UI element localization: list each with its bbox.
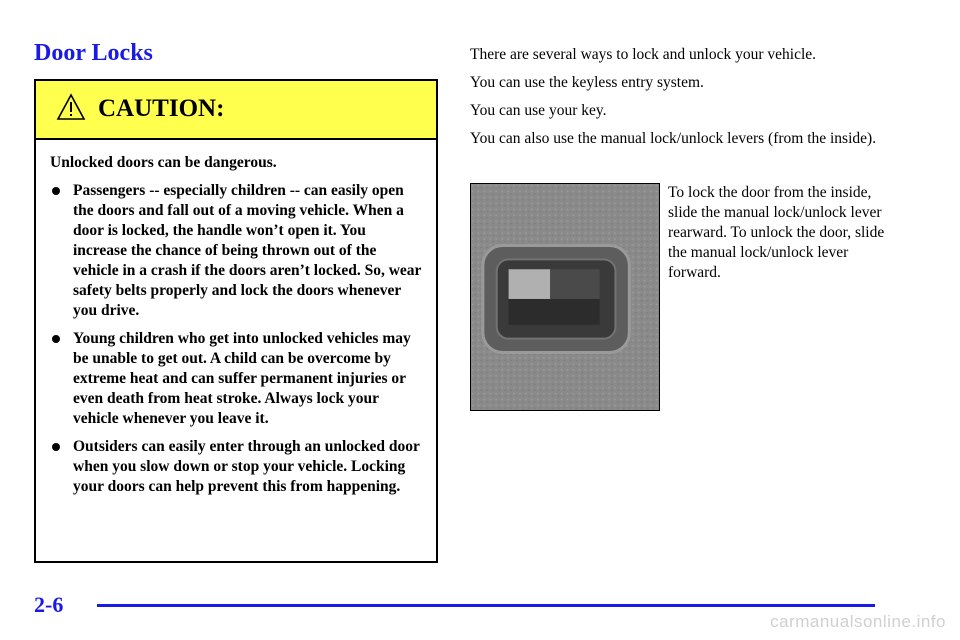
caution-bullet [50,329,422,429]
body-text [470,45,890,157]
door-lock-lever-photo [470,183,660,411]
caution-bullet-text: Outsiders can easily enter through an unlocked door when you slow down or stop your vehicle. Locking your doors can help prevent this from happening. [73,438,420,495]
caution-bullet-text: Young children who get into unlocked vehicles may be unable to get out. A child can be overcome by extreme heat and can suffer permanent injuries or even death from heat stroke. Always lock your vehicle whenever you leave it. [73,330,411,427]
caution-title: CAUTION: [98,95,225,122]
caution-box [34,79,438,563]
paragraph: There are several ways to lock and unlock your vehicle. [470,46,817,63]
paragraph: You can use your key. [470,102,607,119]
footer-rule [97,604,875,607]
bullet-icon [52,443,60,451]
caution-bullet [50,181,422,321]
bullet-icon [52,187,60,195]
caution-bullet-text: Passengers -- especially children -- can easily open the doors and fall out of a moving vehicle. When a door is locked, the handle won’t open it. You increase the chance of being thrown out of the vehicle in a crash if the doors aren’t locked. So, wear safety belts properly and lock the doors whenever you drive. [73,182,422,319]
paragraph: You can use the keyless entry system. [470,74,704,91]
page-heading: Door Locks [34,40,153,66]
caution-intro: Unlocked doors can be dangerous. [50,154,277,171]
warning-triangle-icon [56,93,86,121]
page-number: 2-6 [34,592,64,617]
caution-body [36,140,436,497]
caution-bullet [50,437,422,497]
bullet-icon [52,335,60,343]
caution-bullet-list [50,181,422,497]
watermark: carmanualsonline.info [770,612,946,631]
paragraph: You can also use the manual lock/unlock levers (from the inside). [470,130,877,147]
caution-header [36,81,436,140]
photo-caption: To lock the door from the inside, slide the manual lock/unlock lever rearward. To unlock the door, slide the manual lock/unlock lever forward. [668,184,885,281]
